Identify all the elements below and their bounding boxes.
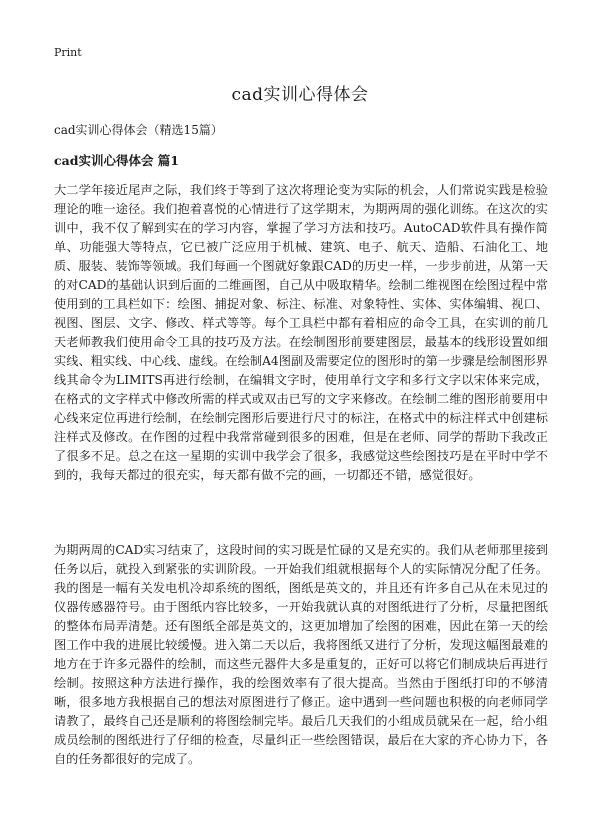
print-link[interactable]: Print bbox=[54, 46, 82, 59]
body-paragraph: 为期两周的CAD实习结束了，这段时间的实习既是忙碌的又是充实的。我们从老师那里接到任务以后，就投入到紧张的实训阶段。一开始我们组就根据每个人的实际情况分配了任务。我的图是一幅有关发电机冷却系统的图纸，图纸是英文的，并且还有许多自己从在未见过的仪器传感器符号。由于图纸内容比较多，一开始我就认真的对图纸进行了分析，尽量把图纸的整体布局弄清楚。还有图纸全部是英文的，这更加增加了绘图的困难，因此在第一天的绘图工作中我的进展比较缓慢。进入第二天以后，我将图纸又进行了分析，发现这幅图最难的地方在于许多元器件的绘制，而这些元器件大多是重复的，正好可以将它们制成块后再进行绘制。按照这种方法进行操作，我的绘图效率有了很大提高。当然由于图纸打印的不够清晰，很多地方我根据自己的想法对原图进行了修正。途中遇到一些问题也积极的向老师同学请教了，最终自己还是顺利的将图绘制完毕。最后几天我们的小组成员就呆在一起，给小组成员绘制的图纸进行了仔细的检查，尽量纠正一些绘图错误，最后在大家的齐心协力下，各自的任务都很好的完成了。 bbox=[54, 543, 548, 766]
document-subtitle: cad实训心得体会（精选15篇） bbox=[54, 123, 223, 137]
document-title: cad实训心得体会 bbox=[231, 85, 369, 105]
section-heading: cad实训心得体会 篇1 bbox=[54, 153, 180, 168]
body-paragraph: 大二学年接近尾声之际，我们终于等到了这次将理论变为实际的机会，人们常说实践是检验理论的唯一途径。我们抱着喜悦的心情进行了这学期末，为期两周的强化训练。在这次的实训中，我不仅了解到实在的学习内容，掌握了学习方法和技巧。AutoCAD软件具有操作简单、功能强大等特点，它已被广泛应用于机械、建筑、电子、航天、造船、石油化工、地质、服装、装饰等领域。我们每画一个图就好象跟CAD的历史一样，一步步前进，从第一天的对CAD的基础认识到后面的二维画图，自己从中吸取精华。绘制二维视图在绘图过程中常使用到的工具栏如下：绘图、捕捉对象、标注、标准、对象特性、实体、实体编辑、视口、视图、图层、文字、修改、样式等等。每个工具栏中都有着相应的命令工具，在实训的前几天老师教我们使用命令工具的技巧及方法。在绘制图形前要建图层，最基本的线形设置如细实线、粗实线、中心线、虚线。在绘制A4图副及需要定位的图形时的第一步骤是绘制图形界线其命令为LIMITS再进行绘制，在编辑文字时，使用单行文字和多行文字以宋体来完成，在格式的文字样式中修改所需的样式或双击已写的文字来修改。在绘制二维的图形前要用中心线来定位再进行绘制，在绘制完图形后要进行尺寸的标注，在格式中的标注样式中创建标注样式及修改。在作图的过程中我常常碰到很多的困难，但是在老师、同学的帮助下我改正了很多不足。总之在这一星期的实训中我学会了很多，我感觉这些绘图技巧是在平时中学不到的，我每天都过的很充实，每天都有做不完的画，一切都还不错，感觉很好。 bbox=[54, 183, 548, 482]
